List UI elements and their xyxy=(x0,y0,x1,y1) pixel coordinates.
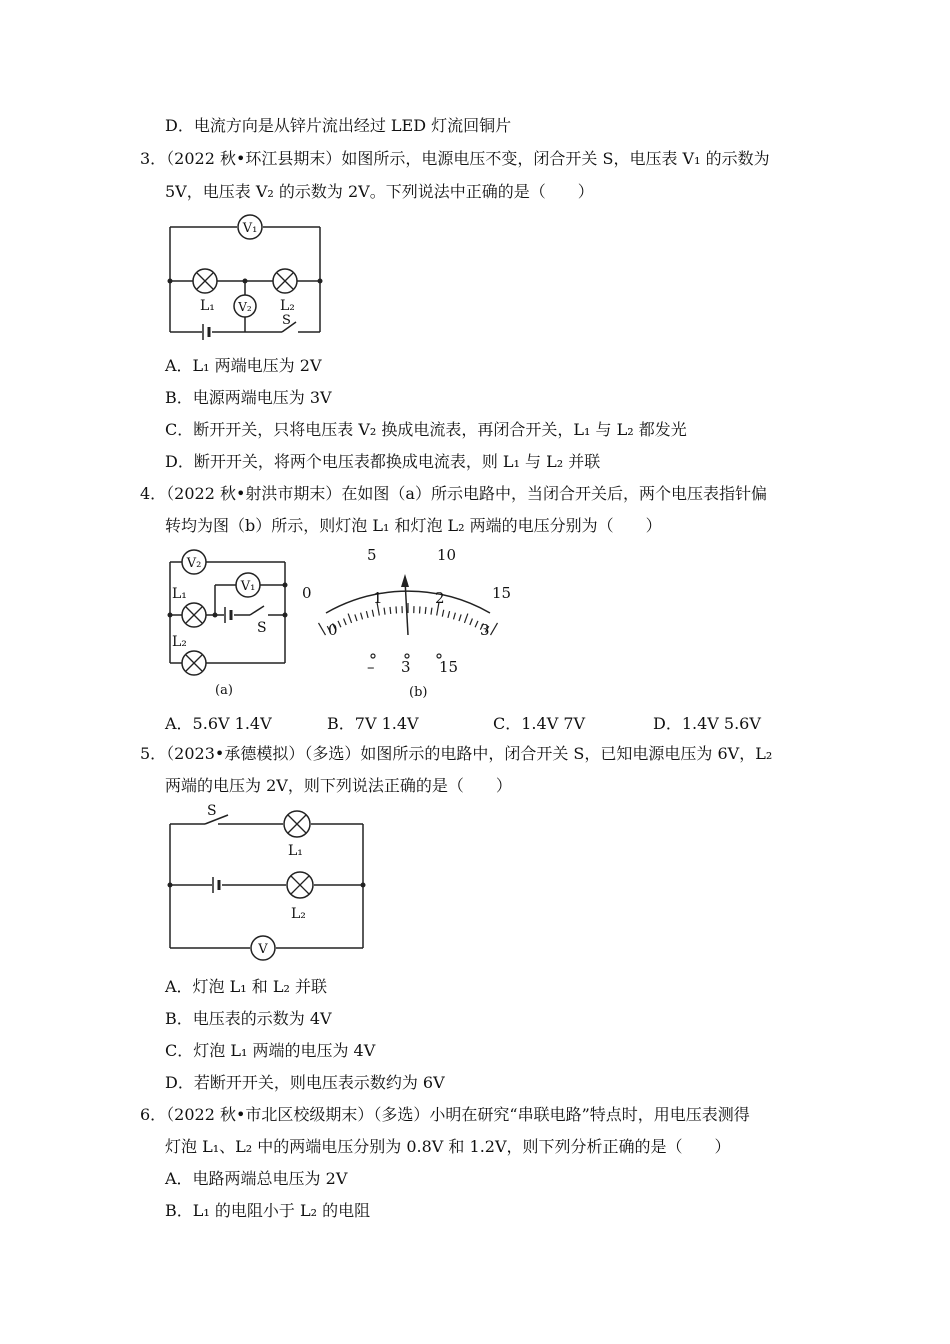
q3-v1-label: V₁ xyxy=(242,221,258,236)
dial-tick xyxy=(384,608,385,615)
q3-circuit-diagram xyxy=(160,212,330,342)
dial-inner-0: 0 xyxy=(328,621,338,639)
q3-lamp-l2-icon xyxy=(273,269,297,293)
dial-tick xyxy=(459,614,461,621)
dial-inner-1: 1 xyxy=(373,589,383,607)
dial-tick xyxy=(372,610,373,617)
q4-option-b: B．7V 1.4V xyxy=(327,714,419,733)
q4a-voltmeter-v1-icon xyxy=(236,573,260,597)
q3-voltmeter-v2-icon xyxy=(234,295,256,317)
q4b-caption: (b) xyxy=(409,685,428,700)
q4-stem-line1: 4．（2022 秋•射洪市期末）在如图（a）所示电路中，当闭合开关后，两个电压表指针偏 xyxy=(140,484,767,503)
q4-voltmeter-dial-b xyxy=(295,540,525,700)
q6-stem-line2: 灯泡 L₁、L₂ 中的两端电压分别为 0.8V 和 1.2V，则下列分析正确的是（ ） xyxy=(165,1137,731,1156)
dial-tick xyxy=(453,613,455,620)
q5-stem-line2: 两端的电压为 2V，则下列说法正确的是（ ） xyxy=(165,776,512,795)
dial-outer-0: 0 xyxy=(302,584,312,602)
dial-terminal-15: 15 xyxy=(439,658,459,676)
q6-option-a: A．电路两端总电压为 2V xyxy=(165,1169,348,1188)
q3-option-d: D．断开开关，将两个电压表都换成电流表，则 L₁ 与 L₂ 并联 xyxy=(165,452,601,471)
q4a-l2-label: L₂ xyxy=(172,634,187,650)
dial-tick xyxy=(491,623,498,635)
q5-option-a: A．灯泡 L₁ 和 L₂ 并联 xyxy=(165,977,327,996)
q5-option-c: C．灯泡 L₁ 两端的电压为 4V xyxy=(165,1041,376,1060)
q4-option-c: C．1.4V 7V xyxy=(493,714,586,733)
q4-option-a: A．5.6V 1.4V xyxy=(165,714,272,733)
q5-option-b: B．电压表的示数为 4V xyxy=(165,1009,332,1028)
dial-tick xyxy=(442,610,443,617)
q4a-v1-label: V₁ xyxy=(240,579,256,594)
dial-tick xyxy=(344,619,347,625)
q3-switch-label: S xyxy=(282,313,291,328)
dial-tick xyxy=(464,614,467,623)
q3-v2-label: V₂ xyxy=(238,300,252,314)
q4a-lamp-l2-icon xyxy=(182,651,206,675)
q5-lamp-l1-icon xyxy=(284,811,310,837)
dial-outer-15: 15 xyxy=(492,584,512,602)
q4a-voltmeter-v2-icon xyxy=(182,550,206,574)
dial-tick xyxy=(366,611,368,618)
q3-lamp-l1-icon xyxy=(193,269,217,293)
q5-circuit-diagram xyxy=(160,800,375,965)
q3-stem-line1: 3．（2022 秋•环江县期末）如图所示，电源电压不变，闭合开关 S，电压表 V₁ 的示数为 xyxy=(140,149,770,168)
dial-tick xyxy=(355,614,357,621)
dial-tick xyxy=(470,619,473,625)
q3-l1-label: L₁ xyxy=(200,298,215,314)
dial-terminal-3: 3 xyxy=(401,658,411,676)
dial-outer-5: 5 xyxy=(367,546,377,564)
dial-tick xyxy=(431,608,432,615)
q5-lamp-l2-icon xyxy=(287,872,313,898)
q4-options-row xyxy=(165,714,865,734)
q4a-l1-label: L₁ xyxy=(172,586,187,602)
q4a-caption: (a) xyxy=(215,683,233,698)
q3-option-a: A．L₁ 两端电压为 2V xyxy=(165,356,322,375)
q4a-switch-label: S xyxy=(257,620,267,636)
q6-option-b: B．L₁ 的电阻小于 L₂ 的电阻 xyxy=(165,1201,371,1220)
dial-tick xyxy=(425,607,426,614)
q3-option-b: B．电源两端电压为 3V xyxy=(165,388,332,407)
q4-stem-line2: 转均为图（b）所示，则灯泡 L₁ 和灯泡 L₂ 两端的电压分别为（ ） xyxy=(165,516,662,535)
q2-option-d: D．电流方向是从锌片流出经过 LED 灯流回铜片 xyxy=(165,116,512,135)
dial-tick xyxy=(361,613,363,620)
q4-option-d: D．1.4V 5.6V xyxy=(653,714,761,733)
q3-option-c: C．断开开关，只将电压表 V₂ 换成电流表，再闭合开关，L₁ 与 L₂ 都发光 xyxy=(165,420,687,439)
q3-l2-label: L₂ xyxy=(280,298,295,314)
dial-tick xyxy=(348,614,351,623)
q4a-v2-label: V₂ xyxy=(186,556,202,571)
q3-voltmeter-v1-icon xyxy=(238,215,262,239)
dial-tick xyxy=(319,623,326,635)
q5-v-label: V xyxy=(258,942,268,957)
q6-stem-line1: 6．（2022 秋•市北区校级期末）（多选）小明在研究“串联电路”特点时，用电压表测得 xyxy=(140,1105,750,1124)
dial-outer-10: 10 xyxy=(437,546,457,564)
dial-terminal-minus: – xyxy=(367,658,375,676)
dial-tick xyxy=(390,607,391,614)
q5-switch-label: S xyxy=(207,803,217,819)
q4-circuit-diagram-a xyxy=(160,548,295,703)
q5-option-d: D．若断开开关，则电压表示数约为 6V xyxy=(165,1073,445,1092)
q4a-lamp-l1-icon xyxy=(182,603,206,627)
dial-tick xyxy=(475,621,478,627)
dial-inner-2: 2 xyxy=(435,589,445,607)
q3-stem-line2: 5V，电压表 V₂ 的示数为 2V。下列说法中正确的是（ ） xyxy=(165,182,594,201)
q5-voltmeter-icon xyxy=(251,936,275,960)
q5-stem-line1: 5．（2023•承德模拟）（多选）如图所示的电路中，闭合开关 S，已知电源电压为 6V，L₂ xyxy=(140,744,773,763)
dial-inner-3: 3 xyxy=(480,621,490,639)
dial-tick xyxy=(448,611,450,618)
q5-l2-label: L₂ xyxy=(291,906,306,922)
q5-l1-label: L₁ xyxy=(288,843,303,859)
dial-tick xyxy=(338,621,341,627)
